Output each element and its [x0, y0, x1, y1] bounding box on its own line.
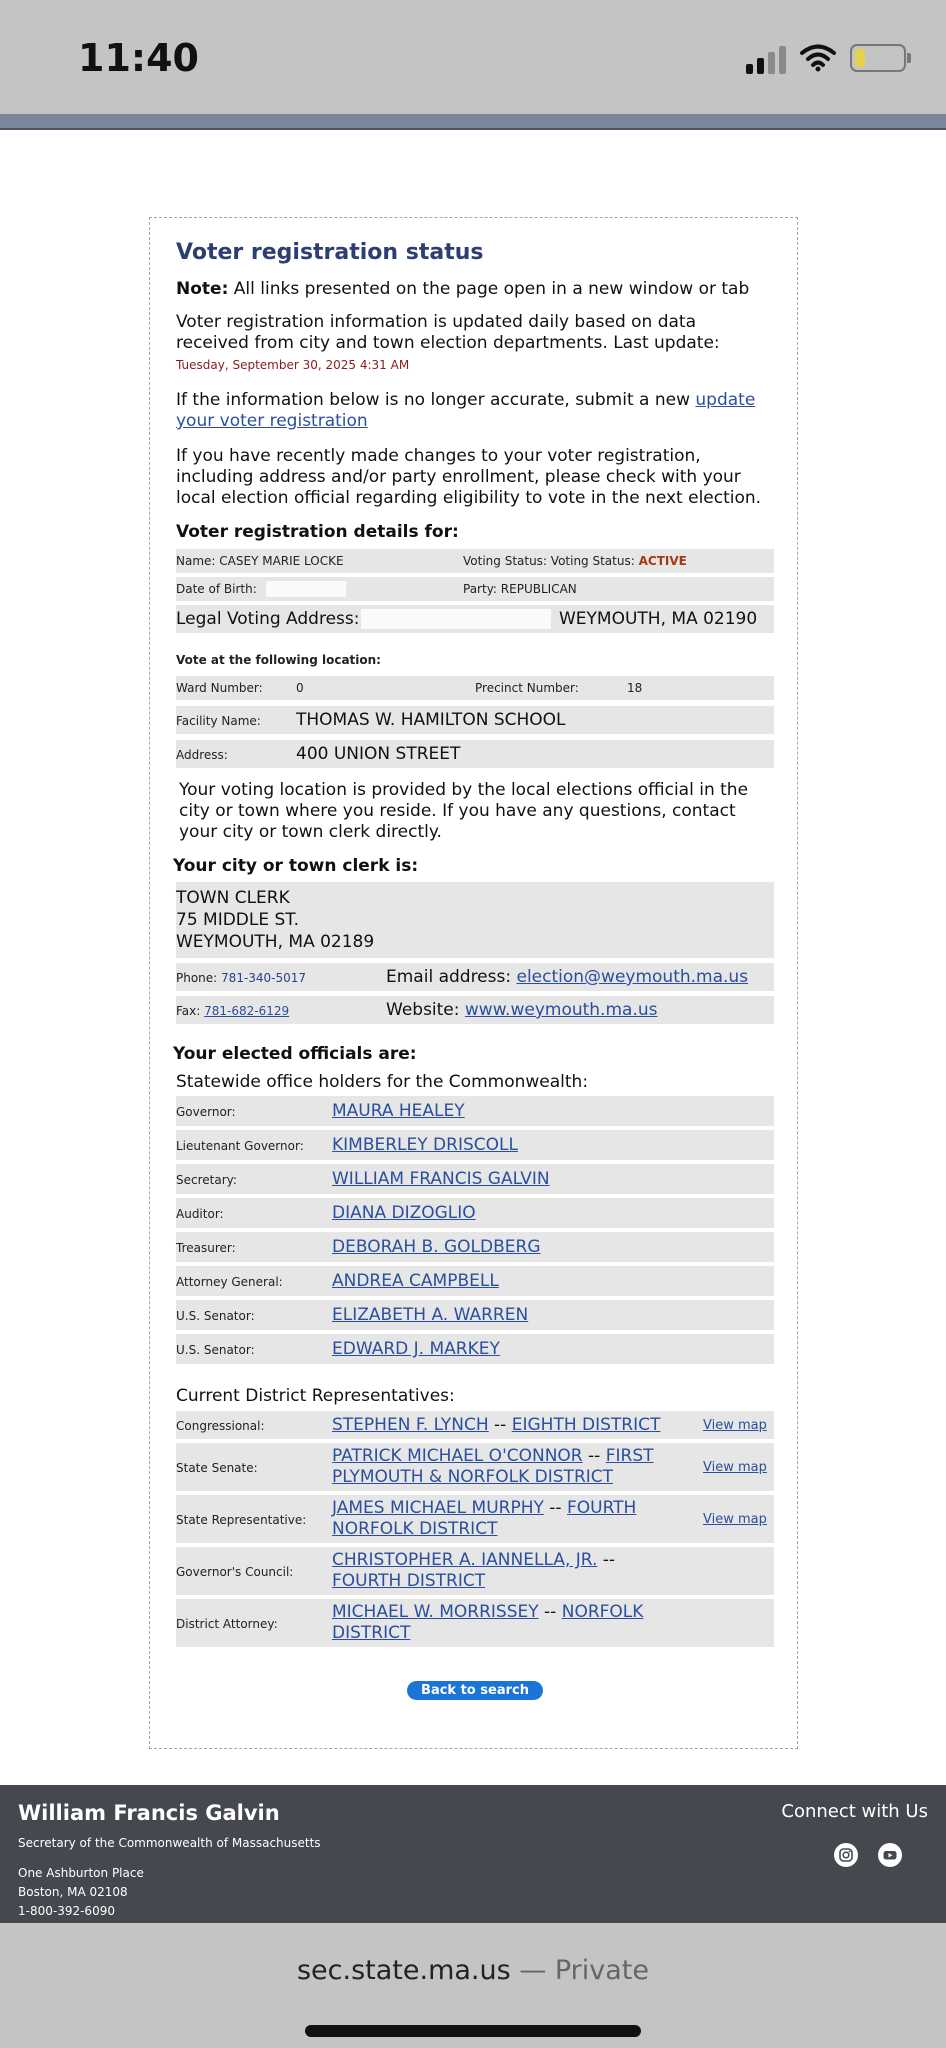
office-label: Secretary:	[176, 1173, 237, 1187]
site-header-bar	[0, 114, 946, 130]
last-update-date: Tuesday, September 30, 2025 4:31 AM	[176, 358, 410, 372]
youtube-icon[interactable]	[878, 1843, 902, 1867]
district-list	[176, 1411, 774, 1647]
office-label: Governor:	[176, 1105, 236, 1119]
fax-website-row	[176, 996, 774, 1024]
official-link[interactable]: MAURA HEALEY	[332, 1101, 465, 1121]
statewide-row	[176, 1232, 774, 1262]
dob-label: Date of Birth:	[176, 582, 257, 596]
representative-link[interactable]: CHRISTOPHER A. IANNELLA, JR.	[332, 1550, 598, 1570]
officials-heading: Your elected officials are:	[173, 1044, 417, 1064]
note-label: Note:	[176, 279, 229, 299]
clerk-fax[interactable]: 781-682-6129	[204, 1004, 290, 1018]
inaccurate-paragraph	[176, 390, 774, 432]
district-row	[176, 1443, 774, 1491]
official-link[interactable]: ANDREA CAMPBELL	[332, 1271, 499, 1291]
wifi-icon	[800, 44, 836, 72]
fax-label: Fax:	[176, 1004, 201, 1018]
official-link[interactable]: ELIZABETH A. WARREN	[332, 1305, 529, 1325]
name-label: Name:	[176, 554, 216, 568]
facility-label: Facility Name:	[176, 714, 261, 728]
status-icons	[746, 42, 906, 74]
ward-label: Ward Number:	[176, 681, 263, 695]
url-domain: sec.state.ma.us	[296, 1955, 511, 1986]
back-button-wrap	[176, 1679, 774, 1700]
voting-status-label: Voting Status: Voting Status:	[463, 554, 635, 568]
official-link[interactable]: WILLIAM FRANCIS GALVIN	[332, 1169, 550, 1189]
phone-label: Phone:	[176, 971, 218, 985]
footer-phone[interactable]: 1-800-392-6090	[18, 1904, 115, 1918]
inaccurate-text: If the information below is no longer accurate, submit a new	[176, 390, 690, 410]
separator: --	[494, 1415, 507, 1435]
office-label: Lieutenant Governor:	[176, 1139, 304, 1153]
view-map-link[interactable]: View map	[703, 1460, 767, 1475]
party-value: REPUBLICAN	[500, 582, 577, 596]
district-link[interactable]: FOURTH NORFOLK DISTRICT	[332, 1498, 637, 1539]
footer-address	[18, 1864, 144, 1921]
office-label: Auditor:	[176, 1207, 224, 1221]
district-link[interactable]: FIRST PLYMOUTH & NORFOLK DISTRICT	[332, 1446, 654, 1487]
clerk-line2: 75 MIDDLE ST.	[176, 910, 300, 930]
browser-address-bar[interactable]	[0, 1923, 946, 2048]
clerk-address-box	[176, 882, 774, 958]
website-label: Website:	[386, 1000, 460, 1020]
separator: --	[549, 1498, 562, 1518]
statewide-row	[176, 1334, 774, 1364]
dob-party-row	[176, 577, 774, 601]
office-label: Congressional:	[176, 1419, 265, 1433]
update-registration-link[interactable]: update your voter registration	[176, 390, 756, 431]
legal-address-city: WEYMOUTH, MA 02190	[559, 609, 758, 629]
dob-redacted	[266, 581, 346, 597]
legal-address-label: Legal Voting Address:	[176, 609, 360, 629]
view-map-link[interactable]: View map	[703, 1418, 767, 1433]
office-label: Attorney General:	[176, 1275, 283, 1289]
details-heading: Voter registration details for:	[176, 522, 459, 542]
office-label: U.S. Senator:	[176, 1343, 255, 1357]
location-info: Your voting location is provided by the local elections official in the city or town where you reside. If you have any questions, contact your city or town clerk directly.	[179, 780, 749, 842]
clerk-heading: Your city or town clerk is:	[173, 856, 419, 876]
cellular-signal-icon	[746, 42, 786, 74]
separator: --	[588, 1446, 601, 1466]
site-footer	[0, 1785, 946, 1923]
official-link[interactable]: DIANA DIZOGLIO	[332, 1203, 476, 1223]
representative-link[interactable]: STEPHEN F. LYNCH	[332, 1415, 489, 1435]
clerk-website-link[interactable]: www.weymouth.ma.us	[464, 1000, 658, 1020]
district-link[interactable]: NORFOLK DISTRICT	[332, 1602, 644, 1643]
ward-precinct-row	[176, 676, 774, 700]
name-status-row	[176, 549, 774, 573]
statewide-list	[176, 1096, 774, 1364]
district-row	[176, 1495, 774, 1543]
footer-address-line1: One Ashburton Place	[18, 1866, 144, 1880]
view-map-link[interactable]: View map	[703, 1512, 767, 1527]
battery-icon	[850, 44, 906, 72]
voter-status-card	[149, 217, 798, 1749]
changes-paragraph: If you have recently made changes to your voter registration, including address and/or party enrollment, please check with your local election official regarding eligibility to vote in the next election.	[176, 446, 762, 508]
clerk-phone[interactable]: 781-340-5017	[221, 971, 307, 985]
party-label: Party:	[463, 582, 497, 596]
url-display[interactable]	[0, 1955, 946, 1986]
separator: --	[602, 1550, 616, 1570]
clerk-line1: TOWN CLERK	[176, 888, 290, 908]
status-bar	[0, 0, 946, 114]
precinct-label: Precinct Number:	[475, 681, 579, 695]
private-mode-label: Private	[554, 1955, 650, 1986]
note-paragraph	[176, 279, 774, 300]
footer-name: William Francis Galvin	[18, 1801, 280, 1825]
representative-link[interactable]: MICHAEL W. MORRISSEY	[332, 1602, 539, 1622]
district-row	[176, 1411, 774, 1439]
clerk-line3: WEYMOUTH, MA 02189	[176, 932, 375, 952]
office-label: U.S. Senator:	[176, 1309, 255, 1323]
representative-link[interactable]: JAMES MICHAEL MURPHY	[332, 1498, 544, 1518]
footer-subtitle: Secretary of the Commonwealth of Massachusetts	[18, 1836, 321, 1850]
ward-value: 0	[296, 681, 304, 695]
update-paragraph	[176, 312, 774, 376]
office-label: State Representative:	[176, 1513, 307, 1527]
polling-address-value: 400 UNION STREET	[296, 744, 461, 764]
voting-status-value: ACTIVE	[638, 554, 687, 568]
statewide-row	[176, 1130, 774, 1160]
official-link[interactable]: EDWARD J. MARKEY	[332, 1339, 500, 1359]
url-dash: —	[519, 1955, 547, 1986]
district-heading: Current District Representatives:	[176, 1386, 455, 1406]
statewide-row	[176, 1164, 774, 1194]
statewide-heading: Statewide office holders for the Commonwealth:	[176, 1072, 589, 1092]
location-heading: Vote at the following location:	[176, 653, 381, 667]
facility-row	[176, 706, 774, 734]
statewide-row	[176, 1300, 774, 1330]
office-label: Governor's Council:	[176, 1565, 294, 1579]
statewide-row	[176, 1266, 774, 1296]
precinct-value: 18	[627, 681, 643, 695]
back-to-search-button[interactable]: Back to search	[407, 1681, 543, 1700]
email-label: Email address:	[386, 967, 512, 987]
home-indicator[interactable]	[305, 2025, 641, 2037]
polling-address-label: Address:	[176, 748, 228, 762]
footer-address-line2: Boston, MA 02108	[18, 1885, 128, 1899]
instagram-icon[interactable]	[834, 1843, 858, 1867]
official-link[interactable]: KIMBERLEY DRISCOLL	[332, 1135, 518, 1155]
status-time: 11:40	[78, 36, 199, 80]
office-label: State Senate:	[176, 1461, 258, 1475]
social-icons	[834, 1843, 902, 1867]
footer-connect-label: Connect with Us	[781, 1801, 928, 1822]
card-content	[173, 240, 774, 1700]
polling-address-row	[176, 740, 774, 768]
note-text: All links presented on the page open in a new window or tab	[233, 279, 750, 299]
district-link[interactable]: FOURTH DISTRICT	[332, 1571, 486, 1591]
district-row	[176, 1599, 774, 1647]
statewide-row	[176, 1198, 774, 1228]
page-title: Voter registration status	[176, 240, 484, 265]
voter-name: CASEY MARIE LOCKE	[219, 554, 344, 568]
clerk-email-link[interactable]: election@weymouth.ma.us	[516, 967, 749, 987]
representative-link[interactable]: PATRICK MICHAEL O'CONNOR	[332, 1446, 583, 1466]
district-row	[176, 1547, 774, 1595]
address-redacted	[361, 609, 551, 629]
phone-email-row	[176, 963, 774, 991]
district-link[interactable]: EIGHTH DISTRICT	[511, 1415, 661, 1435]
facility-value: THOMAS W. HAMILTON SCHOOL	[296, 710, 566, 730]
separator: --	[544, 1602, 557, 1622]
office-label: Treasurer:	[176, 1241, 236, 1255]
legal-address-row	[176, 605, 774, 633]
update-text: Voter registration information is updated daily based on data received from city and town election departments. Last update:	[176, 312, 720, 353]
office-label: District Attorney:	[176, 1617, 278, 1631]
statewide-row	[176, 1096, 774, 1126]
official-link[interactable]: DEBORAH B. GOLDBERG	[332, 1237, 541, 1257]
